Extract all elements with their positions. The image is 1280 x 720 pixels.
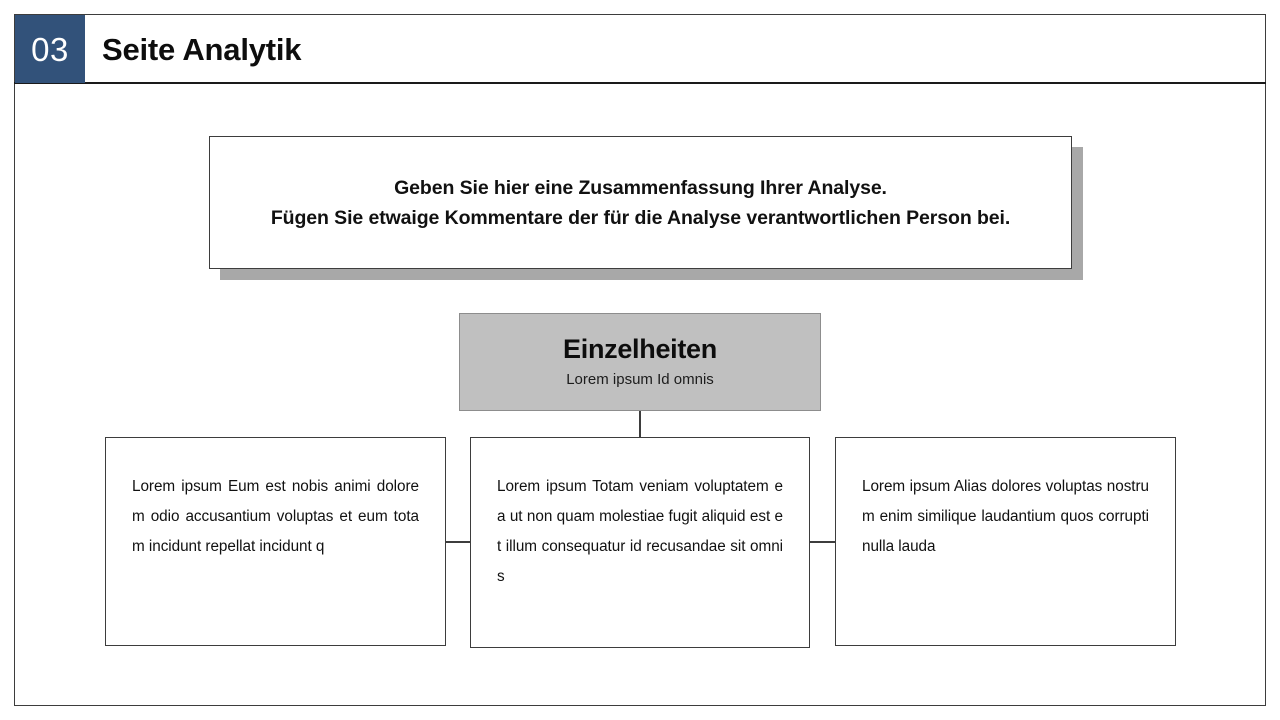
detail-box-right-text: Lorem ipsum Alias dolores voluptas nostrum enim similique laudantium quos corrupti nulla lauda xyxy=(862,478,1149,555)
detail-box-left[interactable] xyxy=(105,437,446,646)
detail-box-center[interactable] xyxy=(470,437,810,648)
detail-box-left-text: Lorem ipsum Eum est nobis animi dolorem odio accusantium voluptas et eum totam incidunt repellat incidunt q xyxy=(132,478,419,555)
summary-line-2: Fügen Sie etwaige Kommentare der für die Analyse verantwortlichen Person bei. xyxy=(270,206,1011,229)
detail-box-right[interactable] xyxy=(835,437,1176,646)
page-title: Seite Analytik xyxy=(102,32,302,67)
detail-box-center-text: Lorem ipsum Totam veniam voluptatem ea ut non quam molestiae fugit aliquid est et illum consequatur id recusandae sit omnis xyxy=(497,478,783,585)
summary-line-1: Geben Sie hier eine Zusammenfassung Ihrer Analyse. xyxy=(394,176,887,199)
connector-vertical-center xyxy=(639,411,641,438)
details-header-box[interactable] xyxy=(459,313,821,411)
header-divider-rule xyxy=(14,82,1266,84)
details-title: Einzelheiten xyxy=(563,334,717,364)
connector-horizontal-right xyxy=(809,541,835,543)
connector-horizontal-left xyxy=(446,541,471,543)
slide-number-badge xyxy=(15,15,85,83)
slide-number-label: 03 xyxy=(31,30,69,68)
summary-callout-box[interactable] xyxy=(209,136,1072,269)
details-subtitle: Lorem ipsum Id omnis xyxy=(566,371,714,388)
